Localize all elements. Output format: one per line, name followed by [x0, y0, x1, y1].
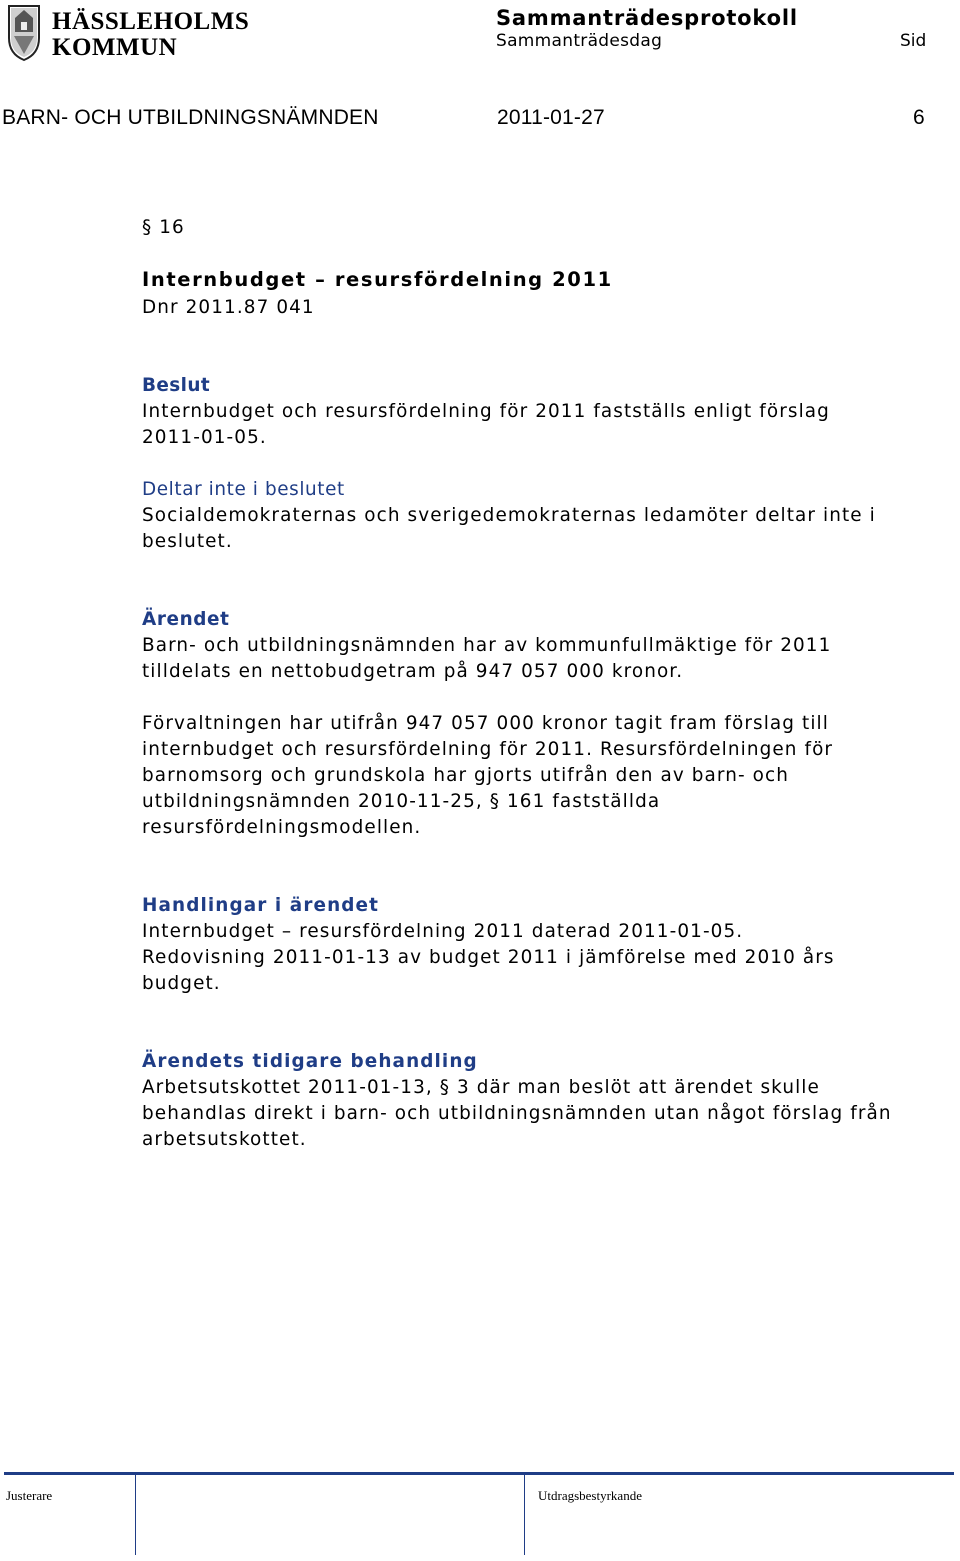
tidigare-line-3: arbetsutskottet.: [142, 1129, 307, 1150]
footer-divider-2: [524, 1475, 525, 1555]
paragraph-number: § 16: [142, 217, 185, 238]
arendet-para2-line-4: utbildningsnämnden 2010-11-25, § 161 fastställda: [142, 791, 661, 812]
justerare-label: Justerare: [6, 1488, 53, 1503]
arendet-para2-line-2: internbudget och resursfördelning för 2011. Resursfördelningen för: [142, 739, 834, 760]
deltar-line-2: beslutet.: [142, 531, 233, 552]
arendet-para2-line-5: resursfördelningsmodellen.: [142, 817, 422, 838]
meeting-date: 2011-01-27: [497, 106, 605, 129]
beslut-line-1: Internbudget och resursfördelning för 2011 fastställs enligt förslag: [142, 401, 830, 422]
committee-name: BARN- OCH UTBILDNINGSNÄMNDEN: [2, 106, 379, 129]
deltar-line-1: Socialdemokraternas och sverigedemokraternas ledamöter deltar inte i: [142, 505, 876, 526]
beslut-heading: Beslut: [142, 375, 211, 396]
handlingar-line-1: Internbudget – resursfördelning 2011 daterad 2011-01-05.: [142, 921, 744, 942]
section-title: Internbudget – resursfördelning 2011: [142, 268, 613, 291]
municipality-crest-icon: [6, 4, 42, 62]
arendet-para1-line-2: tilldelats en nettobudgetram på 947 057 000 kronor.: [142, 661, 684, 682]
arendet-para2-line-1: Förvaltningen har utifrån 947 057 000 kronor tagit fram förslag till: [142, 713, 829, 734]
tidigare-line-1: Arbetsutskottet 2011-01-13, § 3 där man beslöt att ärendet skulle: [142, 1077, 820, 1098]
deltar-heading: Deltar inte i beslutet: [142, 479, 345, 500]
protocol-subtitle: Sammanträdesdag: [496, 31, 663, 51]
protocol-title: Sammanträdesprotokoll: [496, 6, 798, 30]
footer-rule: [4, 1472, 954, 1475]
page-number: 6: [913, 106, 925, 129]
handlingar-line-2: Redovisning 2011-01-13 av budget 2011 i jämförelse med 2010 års: [142, 947, 835, 968]
beslut-line-2: 2011-01-05.: [142, 427, 267, 448]
utdragsbestyrkande-label: Utdragsbestyrkande: [538, 1488, 642, 1503]
tidigare-heading: Ärendets tidigare behandling: [142, 1051, 478, 1072]
arendet-para2-line-3: barnomsorg och grundskola har gjorts utifrån den av barn- och: [142, 765, 790, 786]
arendet-heading: Ärendet: [142, 609, 230, 630]
dnr: Dnr 2011.87 041: [142, 297, 315, 318]
municipality-name-line1: HÄSSLEHOLMS: [52, 8, 250, 35]
tidigare-line-2: behandlas direkt i barn- och utbildningsnämnden utan något förslag från: [142, 1103, 892, 1124]
footer-divider-1: [135, 1475, 136, 1555]
handlingar-line-3: budget.: [142, 973, 221, 994]
handlingar-heading: Handlingar i ärendet: [142, 895, 379, 916]
arendet-para1-line-1: Barn- och utbildningsnämnden har av kommunfullmäktige för 2011: [142, 635, 832, 656]
municipality-name-line2: KOMMUN: [52, 34, 178, 61]
page-label: Sid: [900, 31, 927, 51]
